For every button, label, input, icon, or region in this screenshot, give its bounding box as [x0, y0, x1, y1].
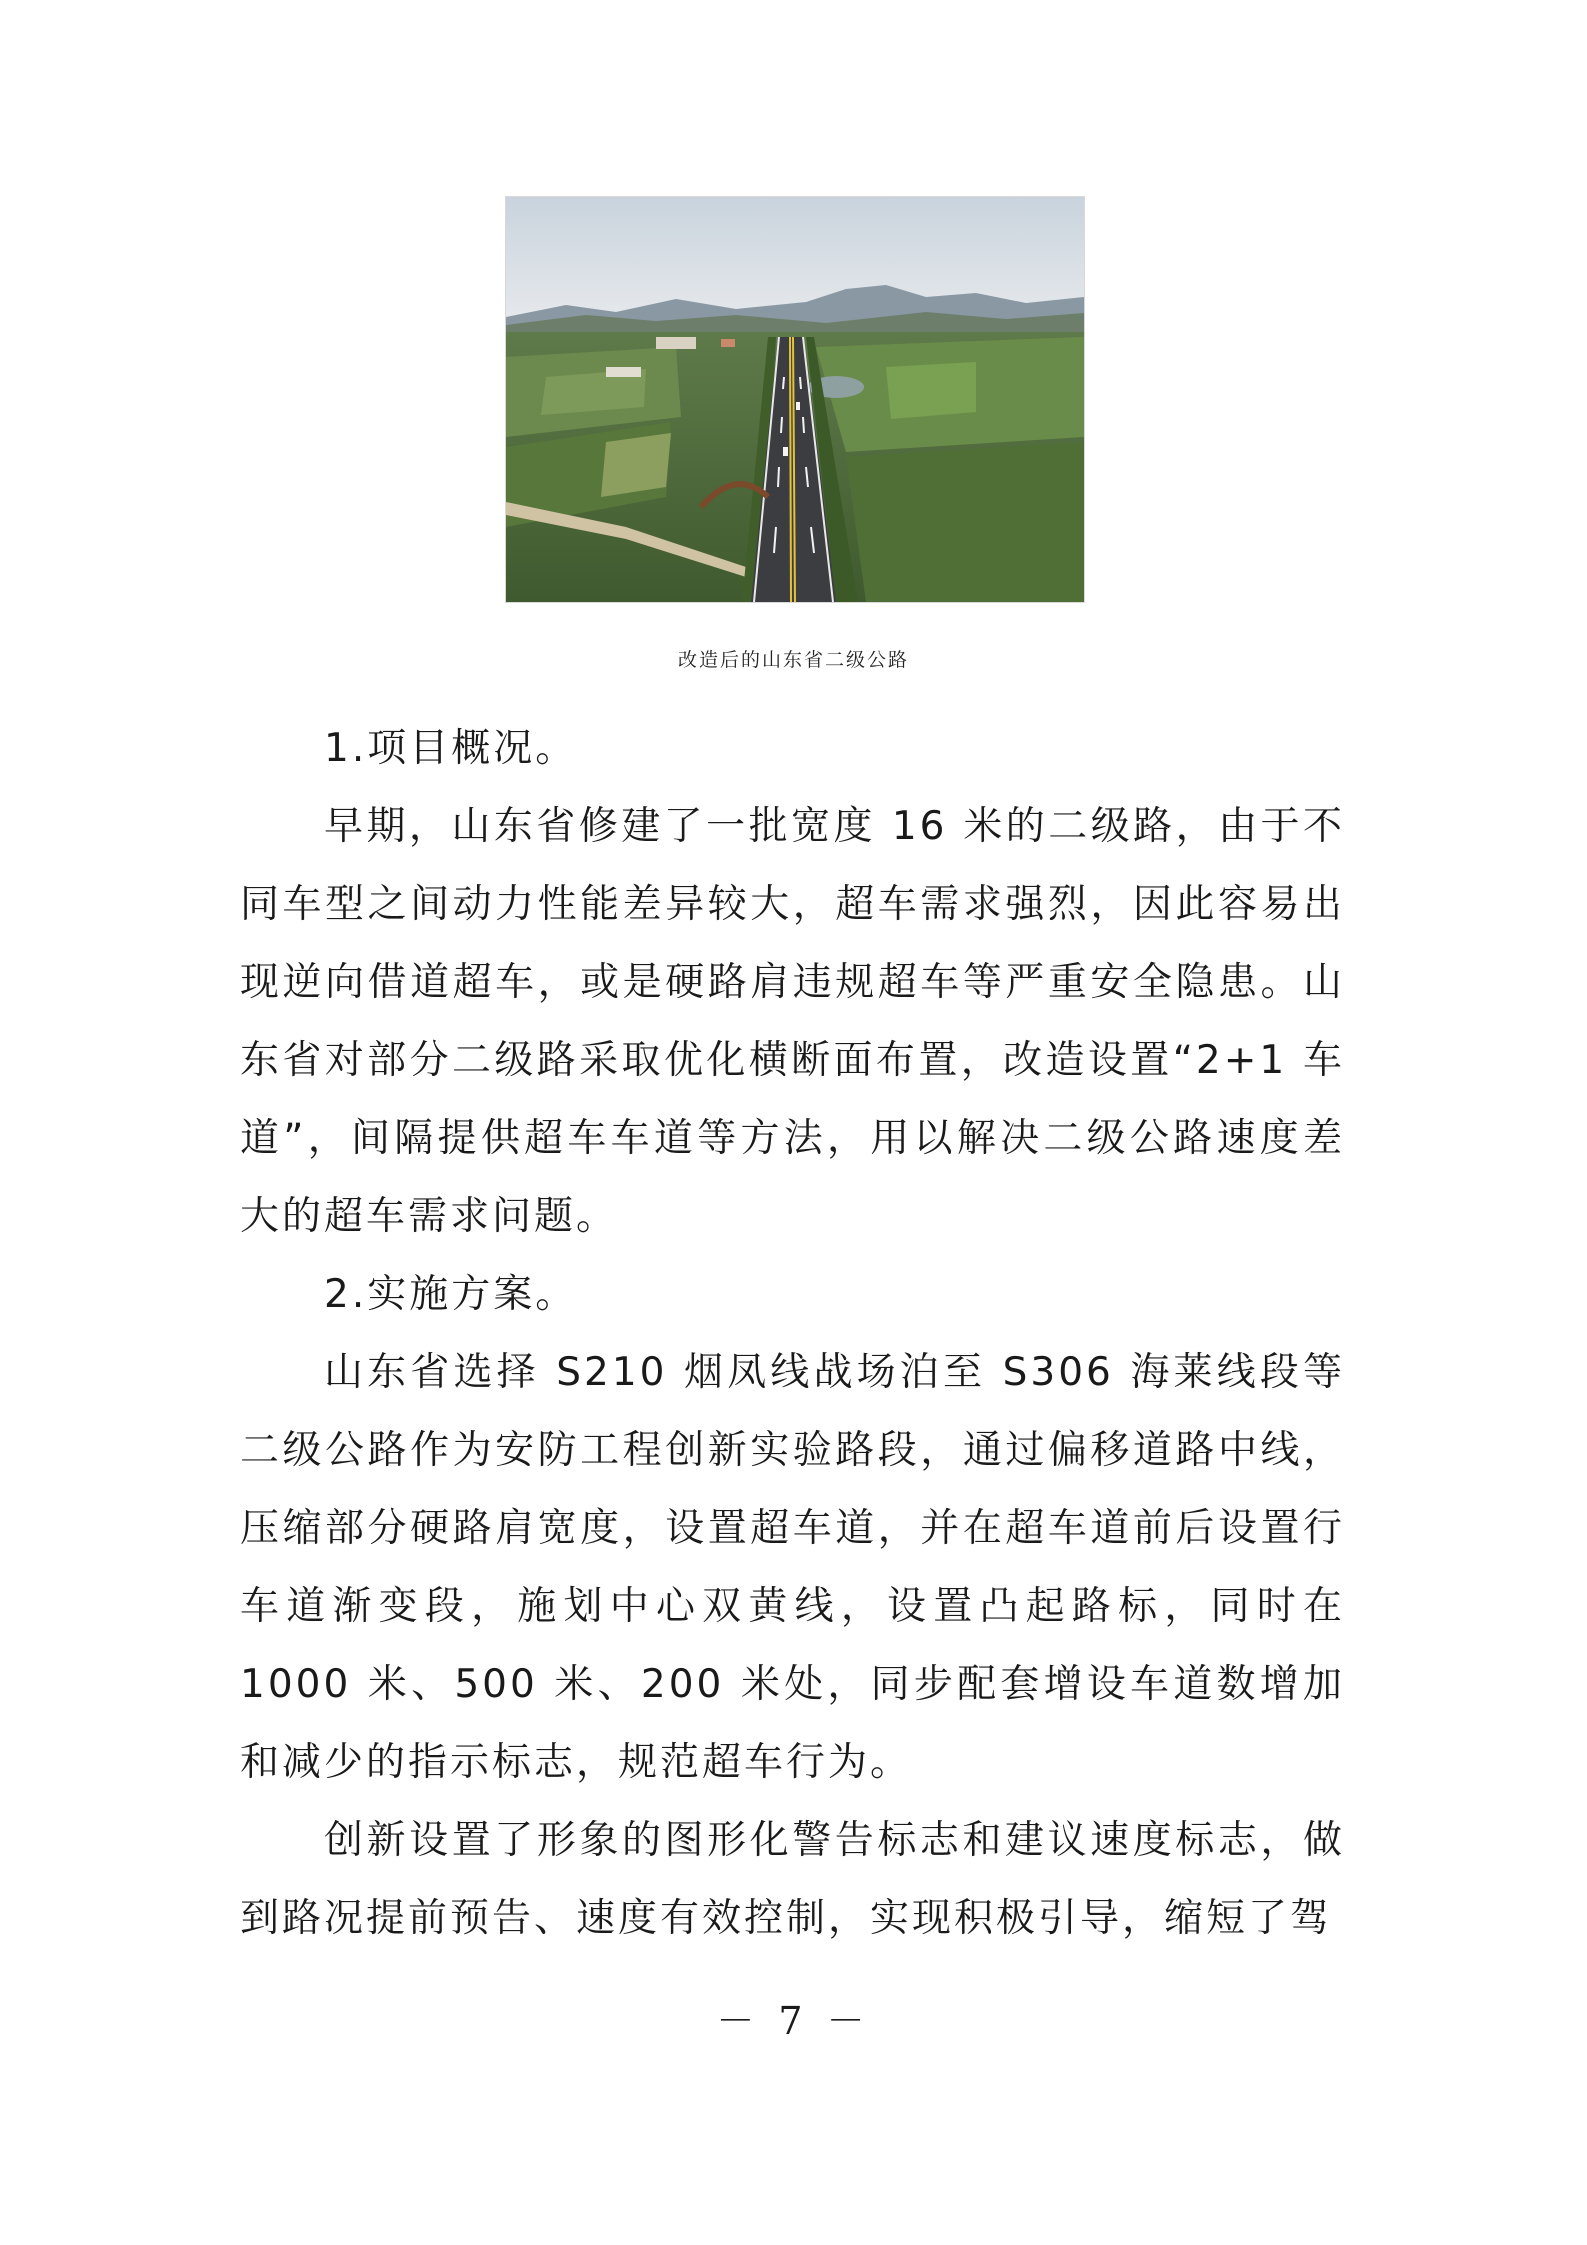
page-number: － 7 －: [716, 1999, 871, 2043]
road-photo: [505, 196, 1085, 603]
aerial-road-illustration: [506, 197, 1084, 602]
paragraph-overview: 早期，山东省修建了一批宽度 16 米的二级路，由于不同车型之间动力性能差异较大，超车需求强烈，因此容易出现逆向借道超车，或是硬路肩违规超车等严重安全隐患。山东省对部分二级路采取优化横断面布置，改造设置“2+1 车道”，间隔提供超车车道等方法，用以解决二级公路速度差大的超车需求问题。: [240, 804, 1345, 1239]
section-heading-overview: 1.项目概况。: [324, 726, 578, 771]
document-body: [240, 710, 1345, 1958]
paragraph-plan: 山东省选择 S210 烟凤线战场泊至 S306 海莱线段等二级公路作为安防工程创新实验路段，通过偏移道路中线，压缩部分硬路肩宽度，设置超车道，并在超车道前后设置行车道渐变段，施划中心双黄线，设置凸起路标，同时在 1000 米、500 米、200 米处，同步配套增设车道数增加和减少的指示标志，规范超车行为。: [240, 1350, 1345, 1785]
section-heading-plan: 2.实施方案。: [324, 1272, 578, 1317]
paragraph-innovation: 创新设置了形象的图形化警告标志和建议速度标志，做到路况提前预告、速度有效控制，实现积极引导，缩短了驾: [240, 1818, 1345, 1941]
figure-caption: 改造后的山东省二级公路: [677, 649, 909, 671]
